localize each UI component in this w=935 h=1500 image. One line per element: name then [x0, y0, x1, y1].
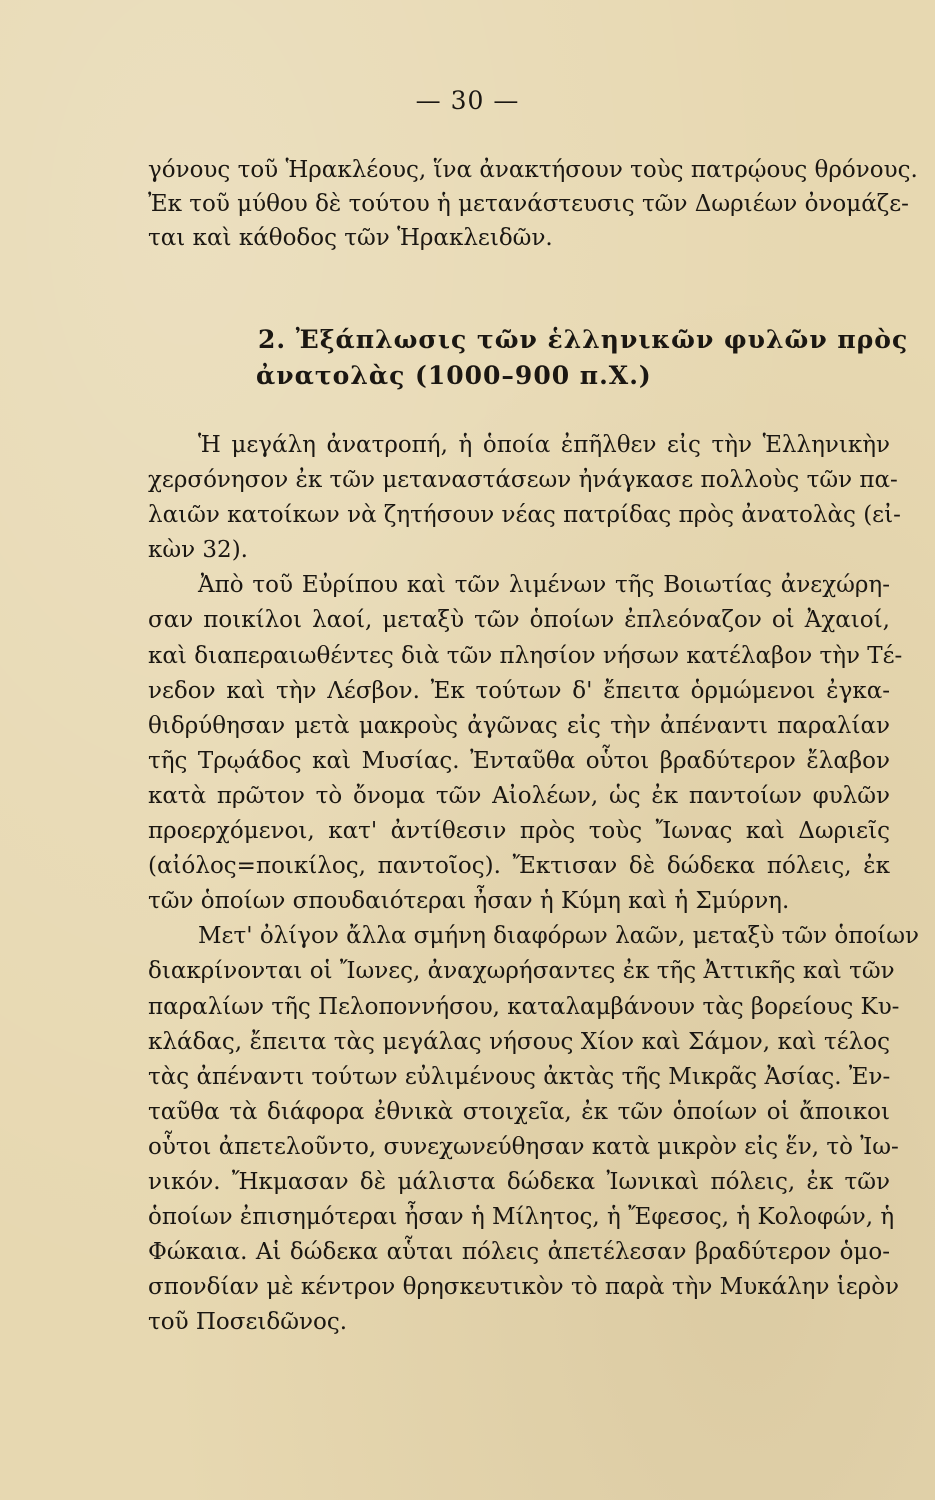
- text-line: παραλίων τῆς Πελοποννήσου, καταλαμβάνουν τὰς βορείους Κυ-: [148, 993, 900, 1020]
- intro-paragraph: [148, 153, 918, 255]
- text-line: τὰς ἀπέναντι τούτων εὐλιμένους ἀκτὰς τῆς Μικρᾶς Ἀσίας. Ἐν-: [148, 1063, 891, 1090]
- text-line: ταῦθα τὰ διάφορα ἐθνικὰ στοιχεῖα, ἐκ τῶν ὁποίων οἱ ἄποικοι: [148, 1098, 890, 1125]
- text-line: καὶ διαπεραιωθέντες διὰ τῶν πλησίον νήσων κατέλαβον τὴν Τέ-: [148, 642, 903, 669]
- text-line: νικόν. Ἤκμασαν δὲ μάλιστα δώδεκα Ἰωνικαὶ πόλεις, ἐκ τῶν: [148, 1168, 890, 1195]
- text-line: οὗτοι ἀπετελοῦντο, συνεχωνεύθησαν κατὰ μικρὸν εἰς ἕν, τὸ Ἰω-: [148, 1133, 899, 1160]
- text-line: (αἰόλος=ποικίλος, παντοῖος). Ἔκτισαν δὲ δώδεκα πόλεις, ἐκ: [148, 853, 890, 880]
- text-line: Ἡ μεγάλη ἀνατροπή, ἡ ὁποία ἐπῆλθεν εἰς τὴν Ἑλληνικὴν: [198, 432, 890, 458]
- text-line: χερσόνησον ἐκ τῶν μεταναστάσεων ἠνάγκασε πολλοὺς τῶν πα-: [148, 467, 898, 494]
- text-line: λαιῶν κατοίκων νὰ ζητήσουν νέας πατρίδας πρὸς ἀνατολὰς (εἰ-: [148, 502, 901, 529]
- text-line: ται καὶ κάθοδος τῶν Ἡρακλειδῶν.: [148, 225, 553, 251]
- section-heading: [148, 322, 909, 394]
- text-line: τῶν ὁποίων σπουδαιότεραι ἦσαν ἡ Κύμη καὶ ἡ Σμύρνη.: [148, 888, 790, 915]
- text-line: Ἀπὸ τοῦ Εὐρίπου καὶ τῶν λιμένων τῆς Βοιωτίας ἀνεχώρη-: [198, 572, 890, 599]
- text-line: τῆς Τρῳάδος καὶ Μυσίας. Ἐνταῦθα οὗτοι βραδύτερον ἔλαβον: [148, 747, 890, 774]
- text-line: Ἐκ τοῦ μύθου δὲ τούτου ἡ μετανάστευσις τῶν Δωριέων ὀνομάζε-: [148, 191, 909, 217]
- text-line: κὼν 32).: [148, 537, 248, 564]
- heading-line: 2. Ἐξάπλωσις τῶν ἑλληνικῶν φυλῶν πρὸς: [258, 325, 909, 354]
- page-number: — 30 —: [415, 86, 520, 115]
- text-line: διακρίνονται οἱ Ἴωνες, ἀναχωρήσαντες ἐκ τῆς Ἀττικῆς καὶ τῶν: [148, 958, 895, 985]
- text-line: προερχόμενοι, κατ' ἀντίθεσιν πρὸς τοὺς Ἴωνας καὶ Δωριεῖς: [148, 818, 890, 845]
- heading-line: ἀνατολὰς (1000–900 π.Χ.): [256, 361, 652, 390]
- text-line: κατὰ πρῶτον τὸ ὄνομα τῶν Αἰολέων, ὡς ἐκ παντοίων φυλῶν: [148, 782, 890, 809]
- text-line: Μετ' ὀλίγον ἄλλα σμήνη διαφόρων λαῶν, μεταξὺ τῶν ὁποίων: [198, 923, 919, 950]
- text-line: τοῦ Ποσειδῶνος.: [148, 1309, 348, 1336]
- text-line: θιδρύθησαν μετὰ μακροὺς ἀγῶνας εἰς τὴν ἀπέναντι παραλίαν: [148, 712, 890, 739]
- text-line: κλάδας, ἔπειτα τὰς μεγάλας νήσους Χίον καὶ Σάμον, καὶ τέλος: [148, 1028, 890, 1055]
- text-line: νεδον καὶ τὴν Λέσβον. Ἐκ τούτων δ' ἔπειτα ὁρμώμενοι ἐγκα-: [148, 677, 890, 704]
- text-line: σαν ποικίλοι λαοί, μεταξὺ τῶν ὁποίων ἐπλεόναζον οἱ Ἀχαιοί,: [148, 607, 890, 634]
- text-line: σπονδίαν μὲ κέντρον θρησκευτικὸν τὸ παρὰ τὴν Μυκάλην ἱερὸν: [148, 1274, 900, 1301]
- text-line: ὁποίων ἐπισημότεραι ἦσαν ἡ Μίλητος, ἡ Ἔφεσος, ἡ Κολοφών, ἡ: [148, 1204, 895, 1231]
- text-line: Φώκαια. Αἱ δώδεκα αὗται πόλεις ἀπετέλεσαν βραδύτερον ὁμο-: [148, 1239, 890, 1266]
- body-text: [148, 428, 919, 1340]
- text-line: γόνους τοῦ Ἡρακλέους, ἵνα ἀνακτήσουν τοὺς πατρῴους θρόνους.: [148, 157, 918, 183]
